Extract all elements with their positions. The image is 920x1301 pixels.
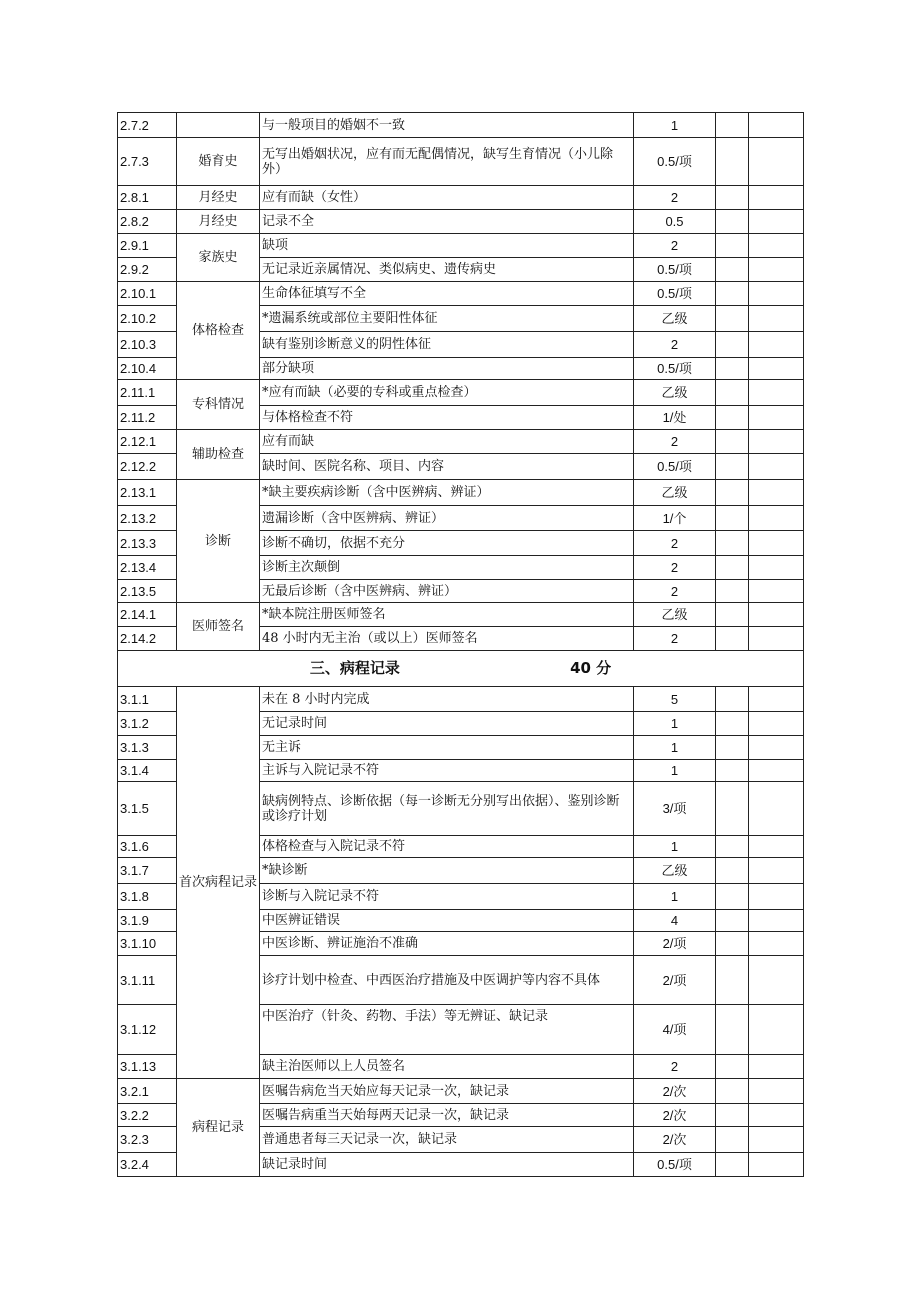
blank-cell: [716, 712, 749, 736]
table-row: [118, 480, 804, 506]
item-description: 记录不全: [260, 210, 634, 234]
item-description: 缺有鉴别诊断意义的阴性体征: [260, 332, 634, 358]
blank-cell: [749, 380, 804, 406]
category-progress-record: 病程记录: [177, 1079, 260, 1177]
item-code: 3.1.11: [118, 956, 177, 1005]
item-score: 1/个: [634, 506, 716, 531]
item-description: 与一般项目的婚姻不一致: [260, 113, 634, 138]
blank-cell: [716, 480, 749, 506]
blank-cell: [749, 782, 804, 836]
blank-cell: [749, 712, 804, 736]
item-code: 2.9.2: [118, 258, 177, 282]
blank-cell: [749, 956, 804, 1005]
item-score: 2: [634, 556, 716, 580]
blank-cell: [749, 910, 804, 932]
blank-cell: [749, 258, 804, 282]
item-code: 3.1.3: [118, 736, 177, 760]
item-code: 2.11.2: [118, 406, 177, 430]
item-score: 0.5/项: [634, 138, 716, 186]
item-score: 乙级: [634, 603, 716, 627]
table-row: [118, 113, 804, 138]
blank-cell: [716, 1079, 749, 1104]
blank-cell: [749, 480, 804, 506]
table-row: [118, 1079, 804, 1104]
blank-cell: [716, 782, 749, 836]
item-score: 0.5/项: [634, 258, 716, 282]
item-score: 2: [634, 234, 716, 258]
item-score: 0.5/项: [634, 282, 716, 306]
item-code: 2.7.2: [118, 113, 177, 138]
item-score: 2: [634, 580, 716, 603]
item-score: 2: [634, 332, 716, 358]
item-code: 3.2.4: [118, 1153, 177, 1177]
item-score: 2/项: [634, 932, 716, 956]
item-score: 1/处: [634, 406, 716, 430]
blank-cell: [716, 736, 749, 760]
item-description: 生命体征填写不全: [260, 282, 634, 306]
blank-cell: [716, 258, 749, 282]
blank-cell: [716, 1104, 749, 1127]
item-description: 应有而缺: [260, 430, 634, 454]
blank-cell: [716, 358, 749, 380]
item-score: 1: [634, 760, 716, 782]
section-points: 40 分: [570, 659, 612, 677]
blank-cell: [716, 836, 749, 858]
blank-cell: [716, 603, 749, 627]
item-description: 无写出婚姻状况，应有而无配偶情况，缺写生育情况（小儿除外）: [260, 138, 634, 186]
blank-cell: [749, 736, 804, 760]
item-score: 5: [634, 687, 716, 712]
item-description: *缺本院注册医师签名: [260, 603, 634, 627]
blank-cell: [716, 627, 749, 651]
blank-cell: [716, 406, 749, 430]
item-description: 普通患者每三天记录一次，缺记录: [260, 1127, 634, 1153]
blank-cell: [716, 1055, 749, 1079]
item-code: 3.2.2: [118, 1104, 177, 1127]
blank-cell: [749, 556, 804, 580]
item-code: 3.1.7: [118, 858, 177, 884]
blank-cell: [716, 910, 749, 932]
blank-cell: [716, 956, 749, 1005]
category-physical-exam: 体格检查: [177, 282, 260, 380]
blank-cell: [716, 210, 749, 234]
item-score: 1: [634, 113, 716, 138]
table-row: [118, 210, 804, 234]
item-description: 诊断不确切，依据不充分: [260, 531, 634, 556]
blank-cell: [716, 760, 749, 782]
section-title: 三、病程记录: [309, 659, 400, 677]
blank-cell: [749, 858, 804, 884]
blank-cell: [749, 138, 804, 186]
item-description: 医嘱告病危当天始应每天记录一次，缺记录: [260, 1079, 634, 1104]
item-score: 2/次: [634, 1127, 716, 1153]
blank-cell: [749, 760, 804, 782]
category-marriage: 婚育史: [177, 138, 260, 186]
blank-cell: [716, 332, 749, 358]
blank-cell: [749, 358, 804, 380]
item-description: 无主诉: [260, 736, 634, 760]
blank-cell: [749, 406, 804, 430]
item-description: 遗漏诊断（含中医辨病、辨证）: [260, 506, 634, 531]
item-code: 3.1.6: [118, 836, 177, 858]
blank-cell: [716, 932, 749, 956]
table-row: [118, 380, 804, 406]
item-score: 0.5/项: [634, 454, 716, 480]
category-cell: [177, 113, 260, 138]
category-signature: 医师签名: [177, 603, 260, 651]
blank-cell: [749, 932, 804, 956]
blank-cell: [716, 531, 749, 556]
table-row: [118, 186, 804, 210]
item-code: 2.14.2: [118, 627, 177, 651]
scoring-table: [117, 112, 804, 1177]
item-score: 2: [634, 1055, 716, 1079]
item-score: 2/项: [634, 956, 716, 1005]
item-code: 2.13.1: [118, 480, 177, 506]
item-description: 诊疗计划中检查、中西医治疗措施及中医调护等内容不具体: [260, 956, 634, 1005]
item-score: 乙级: [634, 480, 716, 506]
item-description: *遗漏系统或部位主要阳性体征: [260, 306, 634, 332]
item-description: 医嘱告病重当天始每两天记录一次，缺记录: [260, 1104, 634, 1127]
item-score: 乙级: [634, 858, 716, 884]
category-auxiliary: 辅助检查: [177, 430, 260, 480]
blank-cell: [749, 627, 804, 651]
blank-cell: [749, 282, 804, 306]
item-score: 2: [634, 430, 716, 454]
item-description: *缺主要疾病诊断（含中医辨病、辨证）: [260, 480, 634, 506]
blank-cell: [716, 306, 749, 332]
item-code: 2.10.1: [118, 282, 177, 306]
blank-cell: [716, 884, 749, 910]
table-row: [118, 603, 804, 627]
item-description: 无最后诊断（含中医辨病、辨证）: [260, 580, 634, 603]
blank-cell: [749, 1104, 804, 1127]
item-score: 0.5/项: [634, 1153, 716, 1177]
item-score: 乙级: [634, 306, 716, 332]
item-description: 应有而缺（女性）: [260, 186, 634, 210]
blank-cell: [716, 1153, 749, 1177]
item-code: 3.1.10: [118, 932, 177, 956]
item-code: 2.13.4: [118, 556, 177, 580]
item-code: 2.10.4: [118, 358, 177, 380]
item-description: 未在 8 小时内完成: [260, 687, 634, 712]
category-menses: 月经史: [177, 210, 260, 234]
blank-cell: [716, 234, 749, 258]
item-code: 2.13.5: [118, 580, 177, 603]
item-description: 缺病例特点、诊断依据（每一诊断无分别写出依据）、鉴别诊断或诊疗计划: [260, 782, 634, 836]
item-code: 3.1.13: [118, 1055, 177, 1079]
category-menses: 月经史: [177, 186, 260, 210]
item-code: 3.1.2: [118, 712, 177, 736]
item-score: 2/次: [634, 1104, 716, 1127]
item-description: 诊断与入院记录不符: [260, 884, 634, 910]
blank-cell: [716, 556, 749, 580]
item-description: 缺项: [260, 234, 634, 258]
blank-cell: [716, 186, 749, 210]
table-row: [118, 138, 804, 186]
item-description: 无记录时间: [260, 712, 634, 736]
blank-cell: [716, 454, 749, 480]
blank-cell: [749, 506, 804, 531]
item-description: 中医辨证错误: [260, 910, 634, 932]
table-row: [118, 282, 804, 306]
blank-cell: [749, 306, 804, 332]
blank-cell: [749, 603, 804, 627]
blank-cell: [749, 113, 804, 138]
item-code: 2.12.1: [118, 430, 177, 454]
blank-cell: [716, 858, 749, 884]
item-score: 2: [634, 627, 716, 651]
item-code: 3.1.4: [118, 760, 177, 782]
item-description: 主诉与入院记录不符: [260, 760, 634, 782]
item-code: 3.1.1: [118, 687, 177, 712]
blank-cell: [749, 454, 804, 480]
blank-cell: [716, 1005, 749, 1055]
item-code: 3.2.3: [118, 1127, 177, 1153]
blank-cell: [716, 380, 749, 406]
blank-cell: [749, 332, 804, 358]
category-diagnosis: 诊断: [177, 480, 260, 603]
item-description: 中医治疗（针灸、药物、手法）等无辨证、缺记录: [260, 1005, 634, 1055]
item-score: 4/项: [634, 1005, 716, 1055]
item-description: 诊断主次颠倒: [260, 556, 634, 580]
item-code: 2.7.3: [118, 138, 177, 186]
blank-cell: [749, 884, 804, 910]
section-header: [118, 651, 804, 687]
item-score: 1: [634, 836, 716, 858]
blank-cell: [716, 282, 749, 306]
item-score: 1: [634, 884, 716, 910]
item-description: *应有而缺（必要的专科或重点检查）: [260, 380, 634, 406]
item-score: 3/项: [634, 782, 716, 836]
item-description: 缺记录时间: [260, 1153, 634, 1177]
blank-cell: [716, 113, 749, 138]
item-description: 中医诊断、辨证施治不准确: [260, 932, 634, 956]
item-score: 2: [634, 531, 716, 556]
blank-cell: [749, 210, 804, 234]
blank-cell: [716, 580, 749, 603]
blank-cell: [716, 687, 749, 712]
category-family: 家族史: [177, 234, 260, 282]
blank-cell: [716, 1127, 749, 1153]
item-code: 3.1.9: [118, 910, 177, 932]
item-description: *缺诊断: [260, 858, 634, 884]
blank-cell: [716, 430, 749, 454]
item-code: 3.1.12: [118, 1005, 177, 1055]
item-description: 缺时间、医院名称、项目、内容: [260, 454, 634, 480]
blank-cell: [749, 1055, 804, 1079]
item-score: 0.5: [634, 210, 716, 234]
table-row: [118, 234, 804, 258]
blank-cell: [749, 1127, 804, 1153]
item-description: 缺主治医师以上人员签名: [260, 1055, 634, 1079]
item-code: 2.11.1: [118, 380, 177, 406]
blank-cell: [749, 580, 804, 603]
blank-cell: [749, 1005, 804, 1055]
blank-cell: [716, 506, 749, 531]
item-code: 2.10.3: [118, 332, 177, 358]
blank-cell: [749, 1153, 804, 1177]
item-code: 2.12.2: [118, 454, 177, 480]
item-score: 2/次: [634, 1079, 716, 1104]
item-code: 2.13.2: [118, 506, 177, 531]
item-code: 2.10.2: [118, 306, 177, 332]
category-first-progress-record: 首次病程记录: [177, 687, 260, 1079]
item-description: 无记录近亲属情况、类似病史、遗传病史: [260, 258, 634, 282]
item-score: 1: [634, 712, 716, 736]
item-code: 2.14.1: [118, 603, 177, 627]
item-code: 3.1.5: [118, 782, 177, 836]
item-code: 2.8.2: [118, 210, 177, 234]
blank-cell: [749, 186, 804, 210]
item-code: 3.2.1: [118, 1079, 177, 1104]
item-code: 2.8.1: [118, 186, 177, 210]
blank-cell: [749, 234, 804, 258]
item-description: 与体格检查不符: [260, 406, 634, 430]
blank-cell: [749, 687, 804, 712]
blank-cell: [749, 430, 804, 454]
blank-cell: [749, 1079, 804, 1104]
item-description: 体格检查与入院记录不符: [260, 836, 634, 858]
item-score: 2: [634, 186, 716, 210]
item-score: 0.5/项: [634, 358, 716, 380]
item-code: 2.9.1: [118, 234, 177, 258]
blank-cell: [749, 836, 804, 858]
blank-cell: [716, 138, 749, 186]
item-description: 48 小时内无主治（或以上）医师签名: [260, 627, 634, 651]
section-header-row: [118, 651, 804, 687]
item-code: 2.13.3: [118, 531, 177, 556]
category-specialty: 专科情况: [177, 380, 260, 430]
item-code: 3.1.8: [118, 884, 177, 910]
item-description: 部分缺项: [260, 358, 634, 380]
table-row: [118, 687, 804, 712]
item-score: 乙级: [634, 380, 716, 406]
item-score: 1: [634, 736, 716, 760]
item-score: 4: [634, 910, 716, 932]
blank-cell: [749, 531, 804, 556]
table-row: [118, 430, 804, 454]
